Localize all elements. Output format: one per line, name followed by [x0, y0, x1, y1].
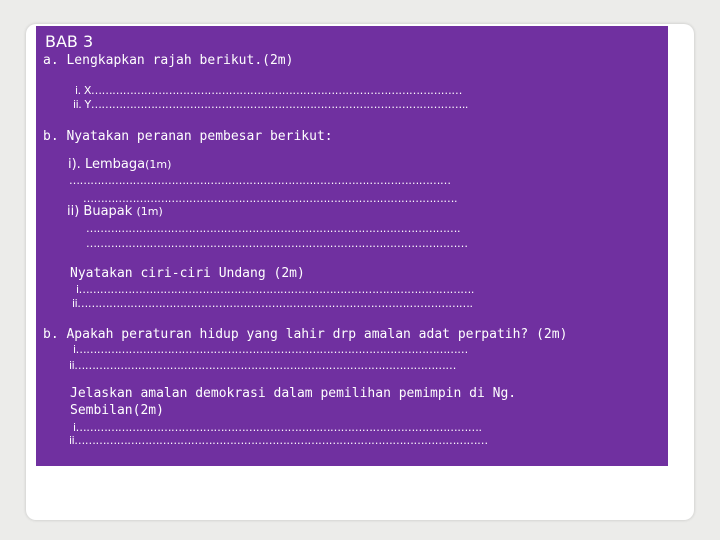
question-text: Apakah peraturan hidup yang lahir drp amalan adat perpatih? (2m) — [66, 327, 568, 342]
answer-line: ……………………………………………………………………………………………… — [86, 237, 468, 250]
answer-line: i………………………………………………………………………………………………… — [73, 343, 468, 356]
question-text: Lengkapkan rajah berikut.(2m) — [66, 53, 294, 68]
question-adat-perpatih — [43, 327, 567, 342]
question-marker: b. — [43, 129, 59, 144]
sub-question-lembaga — [68, 157, 171, 172]
sub-question-label: ii) Buapak — [67, 204, 133, 219]
answer-line-y: ii. Y…………………………………………………………………………………………….. — [73, 98, 469, 111]
question-demokrasi-line1: Jelaskan amalan demokrasi dalam pemilihan pemimpin di Ng. — [70, 386, 517, 401]
question-marker: b. — [43, 327, 59, 342]
question-marker: a. — [43, 53, 59, 68]
answer-line-x: i. X…………………………………………………………………………………………… — [75, 84, 462, 97]
question-demokrasi-line2: Sembilan(2m) — [70, 403, 164, 418]
chapter-heading: BAB 3 — [45, 32, 94, 51]
question-text: Nyatakan peranan pembesar berikut: — [66, 129, 333, 144]
sub-question-label: i). Lembaga — [68, 157, 146, 172]
answer-line: ii……………………………………………………………………………………………… — [69, 359, 456, 372]
question-a — [43, 53, 293, 68]
question-b — [43, 129, 333, 144]
answer-line: ……………………………………………………………………………………………. — [86, 222, 461, 235]
answer-line: i……………………………………………………………………………………………………. — [73, 421, 482, 434]
bullet: • — [30, 386, 38, 401]
marks-label: (1m) — [136, 205, 163, 218]
marks-label: (1m) — [145, 158, 172, 171]
answer-line: ……………………………………………………………………………………………. — [83, 192, 458, 205]
bullet: • — [30, 265, 38, 280]
answer-line: ii……………………………………………………………………………………………………… — [69, 434, 488, 447]
answer-line: ……………………………………………………………………………………………… — [69, 174, 451, 187]
sub-question-buapak — [67, 204, 163, 219]
answer-line: ii…………………………………………………………………………………………………. — [72, 297, 473, 310]
question-undang: Nyatakan ciri-ciri Undang (2m) — [70, 266, 305, 281]
answer-line: i…………………………………………………………………………………………………. — [76, 283, 474, 296]
worksheet-panel — [30, 26, 668, 466]
